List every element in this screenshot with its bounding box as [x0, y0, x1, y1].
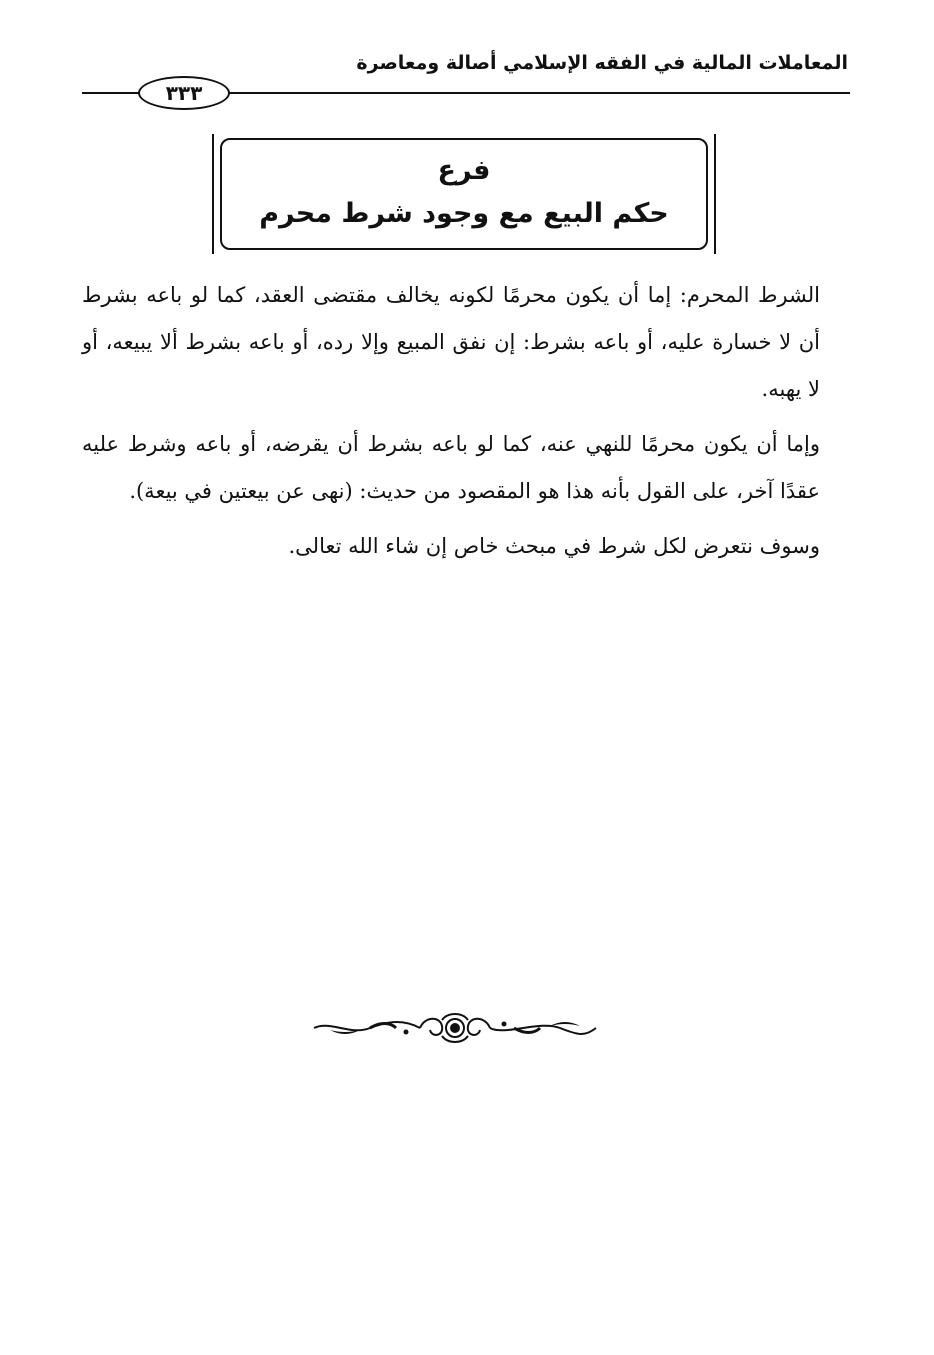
body-text — [82, 272, 820, 578]
paragraph-3: وسوف نتعرض لكل شرط في مبحث خاص إن شاء الله تعالى. — [288, 534, 820, 558]
running-header-title: المعاملات المالية في الفقه الإسلامي أصالة ومعاصرة — [356, 52, 848, 74]
paragraph-2: وإما أن يكون محرمًا للنهي عنه، كما لو باعه بشرط أن يقرضه، أو باعه وشرط عليه عقدًا آخر، على القول بأنه هذا هو المقصود من حديث: (نهى عن بيعتين في بيعة). — [82, 432, 820, 503]
section-title-box — [220, 138, 708, 250]
frame-right-rule — [714, 134, 716, 254]
section-label: فرع — [437, 155, 491, 186]
paragraph-1: الشرط المحرم: إما أن يكون محرمًا لكونه يخالف مقتضى العقد، كما لو باعه بشرط أن لا خسارة عليه، أو باعه بشرط: إن نفق المبيع وإلا رده، أو باعه بشرط ألا يبيعه، أو لا يهبه. — [82, 283, 820, 401]
closing-ornament-icon — [310, 1010, 600, 1046]
frame-left-rule — [212, 134, 214, 254]
section-title: حكم البيع مع وجود شرط محرم — [259, 198, 669, 229]
section-title-frame — [210, 128, 718, 254]
page-number-badge: ٣٣٣ — [138, 76, 230, 110]
